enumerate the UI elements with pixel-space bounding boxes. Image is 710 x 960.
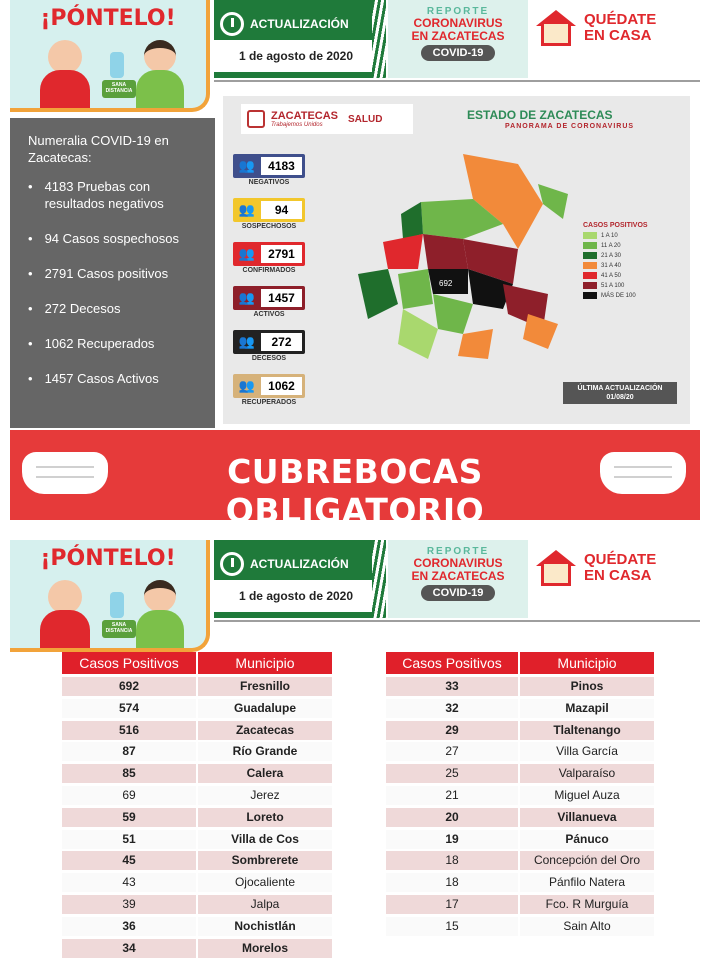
header-municipio: Municipio xyxy=(198,652,332,674)
cell-cases: 32 xyxy=(386,699,518,718)
cell-municipio: Valparaíso xyxy=(520,764,654,783)
header-cases: Casos Positivos xyxy=(62,652,196,674)
last-update-label: ÚLTIMA ACTUALIZACIÓN xyxy=(577,385,663,392)
cell-cases: 29 xyxy=(386,721,518,740)
cell-municipio: Río Grande xyxy=(198,742,332,761)
last-update-date: 01/08/20 xyxy=(606,394,634,401)
table-row xyxy=(386,699,654,718)
stat-recuperados xyxy=(233,374,305,406)
map-region-valparaiso xyxy=(358,269,398,319)
legend-item: 41 A 50 xyxy=(583,272,648,279)
coronavirus-line2: EN ZACATECAS xyxy=(411,569,505,583)
update-date: 1 de agosto de 2020 xyxy=(214,580,378,612)
map-label-fresnillo: 692 xyxy=(439,279,453,288)
map-title: ESTADO DE ZACATECAS xyxy=(467,108,613,122)
house-icon xyxy=(536,550,576,586)
stat-label: RECUPERADOS xyxy=(241,399,297,406)
table-row xyxy=(386,742,654,761)
table-row xyxy=(62,699,332,718)
sidebar-item: • 272 Decesos xyxy=(28,301,121,316)
cell-municipio: Jerez xyxy=(198,786,332,805)
cell-municipio: Sain Alto xyxy=(520,917,654,936)
sidebar-item: • 94 Casos sospechosos xyxy=(28,231,179,246)
logo-salud: SALUD xyxy=(348,113,383,125)
table-row xyxy=(62,851,332,870)
stat-box xyxy=(233,286,305,310)
cell-cases: 85 xyxy=(62,764,196,783)
cell-municipio: Sombrerete xyxy=(198,851,332,870)
cell-cases: 51 xyxy=(62,830,196,849)
stat-box xyxy=(233,374,305,398)
logo-sub: Trabajemos Unidos xyxy=(271,121,323,128)
cell-municipio: Fco. R Murguía xyxy=(520,895,654,914)
reporte-box xyxy=(388,540,528,618)
stat-sospechosos xyxy=(233,198,305,230)
sanitizer-icon xyxy=(110,52,124,78)
map-region-loreto xyxy=(523,314,558,349)
update-row xyxy=(220,552,349,576)
zacatecas-logo xyxy=(241,104,413,134)
stat-value: 272 xyxy=(261,333,302,351)
cell-municipio: Miguel Auza xyxy=(520,786,654,805)
cell-municipio: Loreto xyxy=(198,808,332,827)
map-region-tlaltenango xyxy=(398,309,438,359)
sidebar-item-text: 1062 Recuperados xyxy=(44,336,155,351)
stat-label: DECESOS xyxy=(251,355,287,362)
stat-box xyxy=(233,198,305,222)
sidebar-item-text: 2791 Casos positivos xyxy=(44,266,169,281)
table-row xyxy=(386,851,654,870)
covid-pill: COVID-19 xyxy=(421,585,496,601)
stat-label: SOSPECHOSOS xyxy=(241,223,297,230)
people-icon: 👥 xyxy=(238,246,256,261)
table-row xyxy=(386,873,654,892)
table-row xyxy=(62,895,332,914)
pontelo-title: ¡PÓNTELO! xyxy=(40,546,176,571)
table-row xyxy=(386,721,654,740)
clock-icon xyxy=(220,12,244,36)
table-row xyxy=(386,830,654,849)
map-legend xyxy=(583,222,648,302)
cell-cases: 36 xyxy=(62,917,196,936)
stat-value: 94 xyxy=(261,201,302,219)
face-mask-icon xyxy=(22,452,108,494)
stat-box xyxy=(233,154,305,178)
legend-item: 31 A 40 xyxy=(583,262,648,269)
cell-cases: 20 xyxy=(386,808,518,827)
pontelo-panel xyxy=(10,540,210,652)
cell-municipio: Villa García xyxy=(520,742,654,761)
cell-cases: 15 xyxy=(386,917,518,936)
cell-municipio: Fresnillo xyxy=(198,677,332,696)
stat-value: 4183 xyxy=(261,157,302,175)
people-icon: 👥 xyxy=(238,158,256,173)
stat-activos xyxy=(233,286,305,318)
cell-municipio: Tlaltenango xyxy=(520,721,654,740)
quedate-line2: EN CASA xyxy=(584,567,652,584)
header-rule xyxy=(214,620,700,622)
table-row xyxy=(386,677,654,696)
cell-cases: 59 xyxy=(62,808,196,827)
coronavirus-line1: CORONAVIRUS xyxy=(413,556,503,570)
cell-municipio: Guadalupe xyxy=(198,699,332,718)
cell-cases: 21 xyxy=(386,786,518,805)
table-left-header xyxy=(62,652,332,674)
man-body-icon xyxy=(136,610,184,652)
stat-negativos xyxy=(233,154,305,186)
table-row xyxy=(62,721,332,740)
sanitizer-icon xyxy=(110,592,124,618)
stat-decesos xyxy=(233,330,305,362)
cell-municipio: Pinos xyxy=(520,677,654,696)
people-icon: 👥 xyxy=(238,202,256,217)
pontelo-panel xyxy=(10,0,210,112)
table-row xyxy=(62,830,332,849)
people-icon: 👥 xyxy=(238,290,256,305)
coronavirus-line1: CORONAVIRUS xyxy=(413,16,503,30)
legend-item: 1 A 10 xyxy=(583,232,648,239)
map-region-jerez xyxy=(433,294,473,334)
woman-body-icon xyxy=(40,610,90,652)
quedate-line1: QUÉDATE xyxy=(584,551,657,568)
cell-cases: 692 xyxy=(62,677,196,696)
table-row xyxy=(62,742,332,761)
table-row xyxy=(62,873,332,892)
cell-cases: 574 xyxy=(62,699,196,718)
update-label: ACTUALIZACIÓN xyxy=(250,17,349,31)
table-row xyxy=(62,764,332,783)
cell-cases: 87 xyxy=(62,742,196,761)
map-region-jalpa xyxy=(458,329,493,359)
cell-cases: 39 xyxy=(62,895,196,914)
cell-cases: 45 xyxy=(62,851,196,870)
last-update-badge xyxy=(563,382,677,404)
table-row xyxy=(386,764,654,783)
update-row xyxy=(220,12,349,36)
map-region-sain-alto xyxy=(398,269,433,309)
header-bottom xyxy=(10,540,700,652)
stat-box xyxy=(233,242,305,266)
decor-stripes xyxy=(372,0,386,78)
map-region-juan-aldama xyxy=(401,202,423,239)
woman-body-icon xyxy=(40,70,90,112)
quedate-logo xyxy=(536,10,656,46)
sidebar-title: Numeralia COVID-19 en Zacatecas: xyxy=(28,133,169,165)
legend-item: 21 A 30 xyxy=(583,252,648,259)
cell-municipio: Zacatecas xyxy=(198,721,332,740)
cell-municipio: Pánfilo Natera xyxy=(520,873,654,892)
man-figure-icon xyxy=(144,40,176,72)
header-municipio: Municipio xyxy=(520,652,654,674)
banner-text: CUBREBOCAS OBLIGATORIO xyxy=(225,452,485,530)
map-region-rio-grande xyxy=(423,234,468,269)
cell-cases: 18 xyxy=(386,873,518,892)
cell-municipio: Nochistlán xyxy=(198,917,332,936)
emblem-icon xyxy=(247,110,265,128)
cell-municipio: Jalpa xyxy=(198,895,332,914)
reporte-label: REPORTE xyxy=(426,546,490,557)
decor-stripes xyxy=(372,540,386,618)
table-row xyxy=(62,939,332,958)
sidebar-item-text: 94 Casos sospechosos xyxy=(44,231,179,246)
cell-municipio: Villa de Cos xyxy=(198,830,332,849)
sidebar-item: • 1062 Recuperados xyxy=(28,336,155,351)
man-body-icon xyxy=(136,70,184,112)
man-figure-icon xyxy=(144,580,176,612)
header-rule xyxy=(214,80,700,82)
update-date: 1 de agosto de 2020 xyxy=(214,40,378,72)
numeralia-sidebar xyxy=(10,118,215,428)
map-region-sombrerete xyxy=(383,234,423,269)
stat-label: CONFIRMADOS xyxy=(242,267,296,274)
stat-label: ACTIVOS xyxy=(253,311,285,318)
table-row xyxy=(62,677,332,696)
stat-confirmados xyxy=(233,242,305,274)
header-cases: Casos Positivos xyxy=(386,652,518,674)
table-row xyxy=(386,786,654,805)
stat-box xyxy=(233,330,305,354)
table-row xyxy=(386,917,654,936)
cubrebocas-banner xyxy=(10,430,700,530)
legend-title: CASOS POSITIVOS xyxy=(583,222,648,229)
legend-item: 11 A 20 xyxy=(583,242,648,249)
cell-municipio: Calera xyxy=(198,764,332,783)
cell-municipio: Concepción del Oro xyxy=(520,851,654,870)
sidebar-item-text: 272 Decesos xyxy=(44,301,121,316)
sidebar-item-text: 4183 Pruebas con resultados negativos xyxy=(44,179,164,211)
people-icon: 👥 xyxy=(238,378,256,393)
quedate-line1: QUÉDATE xyxy=(584,11,657,28)
woman-figure-icon xyxy=(48,580,82,614)
sidebar-item: • 2791 Casos positivos xyxy=(28,266,169,281)
woman-figure-icon xyxy=(48,40,82,74)
cell-cases: 27 xyxy=(386,742,518,761)
cell-cases: 69 xyxy=(62,786,196,805)
cell-cases: 17 xyxy=(386,895,518,914)
stat-label: NEGATIVOS xyxy=(248,179,290,186)
table-row xyxy=(386,895,654,914)
sidebar-item: • 1457 Casos Activos xyxy=(28,371,159,386)
legend-item: 51 A 100 xyxy=(583,282,648,289)
map-region-concepcion xyxy=(538,184,568,219)
cell-cases: 33 xyxy=(386,677,518,696)
face-mask-icon xyxy=(600,452,686,494)
map-panel xyxy=(223,96,690,424)
cell-municipio: Mazapil xyxy=(520,699,654,718)
quedate-logo xyxy=(536,550,656,586)
table-row xyxy=(62,786,332,805)
map-subtitle: PANORAMA DE CORONAVIRUS xyxy=(505,123,635,130)
stat-value: 1062 xyxy=(261,377,302,395)
clock-icon xyxy=(220,552,244,576)
pontelo-title: ¡PÓNTELO! xyxy=(40,6,176,31)
coronavirus-line2: EN ZACATECAS xyxy=(411,29,505,43)
zacatecas-map xyxy=(343,144,583,364)
house-icon xyxy=(536,10,576,46)
cell-cases: 19 xyxy=(386,830,518,849)
logo-name: ZACATECAS xyxy=(271,109,339,122)
table-right-header xyxy=(386,652,654,674)
reporte-label: REPORTE xyxy=(426,6,490,17)
stat-value: 1457 xyxy=(261,289,302,307)
sana-distancia-badge: SANA DISTANCIA xyxy=(102,80,136,98)
legend-item: MÁS DE 100 xyxy=(583,292,648,299)
sana-distancia-badge: SANA DISTANCIA xyxy=(102,620,136,638)
sidebar-item-text: 1457 Casos Activos xyxy=(44,371,159,386)
cell-cases: 25 xyxy=(386,764,518,783)
table-row xyxy=(62,917,332,936)
quedate-line2: EN CASA xyxy=(584,27,652,44)
cell-cases: 516 xyxy=(62,721,196,740)
cell-cases: 34 xyxy=(62,939,196,958)
cell-municipio: Villanueva xyxy=(520,808,654,827)
update-label: ACTUALIZACIÓN xyxy=(250,557,349,571)
sidebar-item: • 4183 Pruebas con resultados negativos xyxy=(28,178,197,212)
table-row xyxy=(386,808,654,827)
cell-municipio: Pánuco xyxy=(520,830,654,849)
cell-municipio: Morelos xyxy=(198,939,332,958)
reporte-box xyxy=(388,0,528,78)
people-icon: 👥 xyxy=(238,334,256,349)
covid-pill: COVID-19 xyxy=(421,45,496,61)
cell-cases: 43 xyxy=(62,873,196,892)
table-row xyxy=(62,808,332,827)
stat-value: 2791 xyxy=(261,245,302,263)
cell-cases: 18 xyxy=(386,851,518,870)
cell-municipio: Ojocaliente xyxy=(198,873,332,892)
